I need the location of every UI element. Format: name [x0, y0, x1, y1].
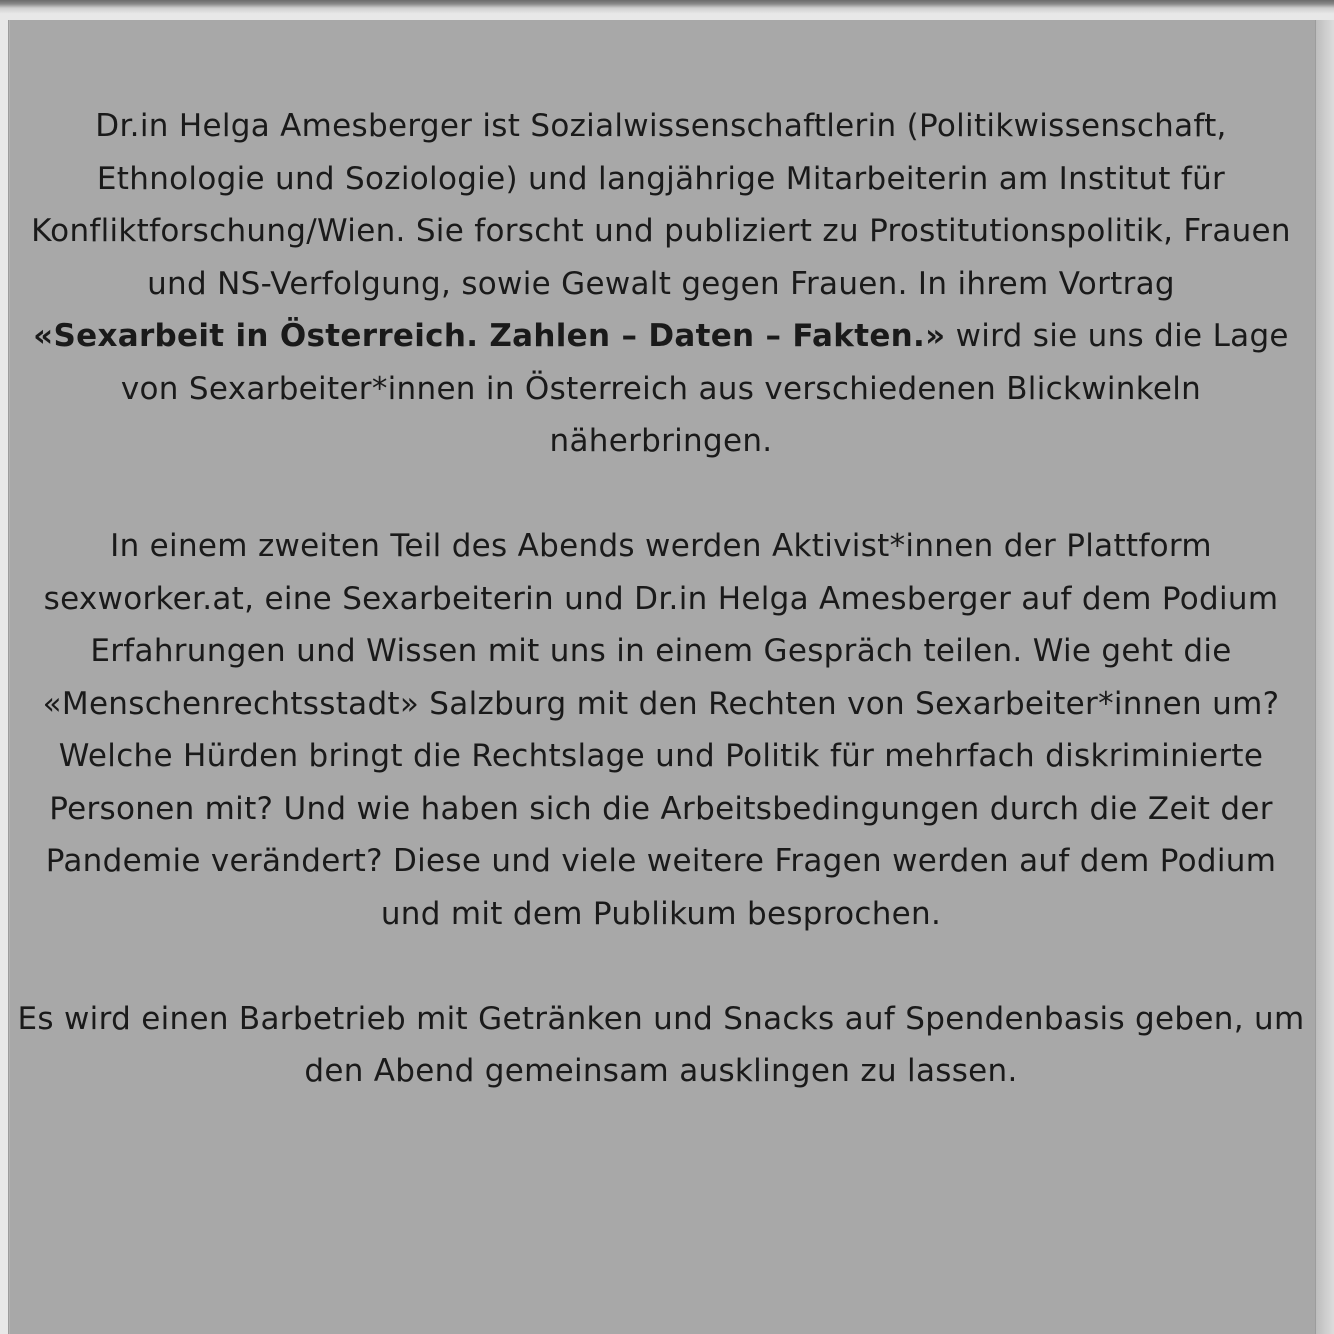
- paragraph-podium: In einem zweiten Teil des Abends werden Aktivist*innen der Plattform sexworker.at, eine Sexarbeiterin und Dr.in Helga Amesberger auf dem Podium Erfahrungen und Wissen mit uns in einem Gespräch teilen. Wie geht die «Menschenrechtsstadt» Salzburg mit den Rechten von Sexarbeiter*innen um? Welche Hürden bringt die Rechtslage und Politik für mehrfach diskriminierte Personen mit? Und wie haben sich die Arbeitsbedingungen durch die Zeit der Pandemie verändert? Diese und viele weitere Fragen werden auf dem Podium und mit dem Publikum besprochen.: [42, 528, 1280, 932]
- paragraph-speaker-intro: [12, 100, 1310, 468]
- paragraph-gap: [12, 940, 1310, 993]
- top-image-strip: [0, 0, 1334, 14]
- speaker-intro-text: Dr.in Helga Amesberger ist Sozialwissenschaftlerin (Politikwissenschaft, Ethnologie und Soziologie) und langjährige Mitarbeiterin am Institut für Konfliktforschung/Wien. Sie forscht und publiziert zu Prostitutionspolitik, Frauen und NS-Verfolgung, sowie Gewalt gegen Frauen. In ihrem Vortrag: [31, 108, 1291, 302]
- paragraph-gap: [12, 468, 1310, 521]
- talk-outro-text: wird sie uns die Lage von Sexarbeiter*innen in Österreich aus verschiedenen Blickwinkeln näherbringen.: [120, 318, 1289, 459]
- event-description: [12, 100, 1310, 1098]
- paragraph-bar: Es wird einen Barbetrieb mit Getränken und Snacks auf Spendenbasis geben, um den Abend gemeinsam ausklingen zu lassen.: [17, 1000, 1305, 1089]
- right-edge: [1316, 20, 1334, 1334]
- talk-title: «Sexarbeit in Österreich. Zahlen – Daten – Fakten.»: [33, 318, 946, 354]
